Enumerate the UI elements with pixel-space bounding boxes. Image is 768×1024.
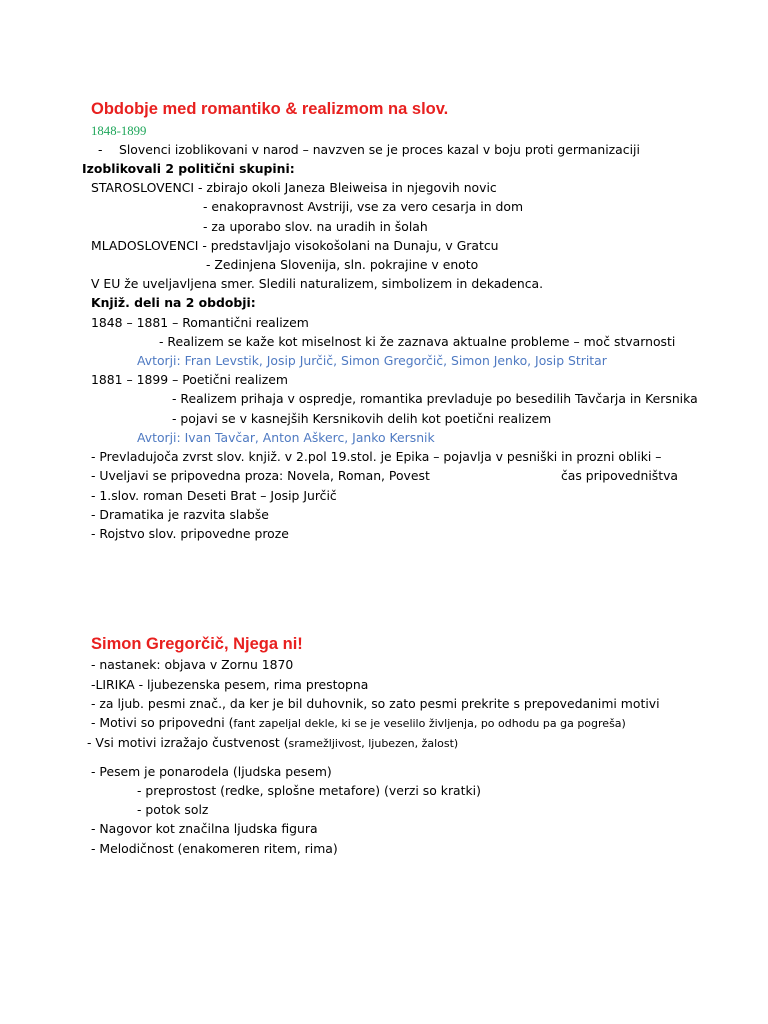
period2-authors: Avtorji: Ivan Tavčar, Anton Aškerc, Janko Kersnik [137,430,435,445]
periods-heading: Knjiž. deli na 2 obdobji: [91,295,256,310]
bullet: - Dramatika je razvita slabše [91,507,269,522]
period2-point: - Realizem prihaja v ospredje, romantika prevladuje po besedilih Tavčarja in Kersnika [172,391,698,406]
period-dates: 1848-1899 [91,124,147,138]
sub-point: - potok solz [137,802,209,817]
section1-title: Obdobje med romantiko & realizmom na slov. [91,100,449,118]
poem-line: - nastanek: objava v Zornu 1870 [91,657,294,672]
period1-authors: Avtorji: Fran Levstik, Josip Jurčič, Simon Gregorčič, Simon Jenko, Josip Stritar [137,353,607,368]
intro-dash: - [98,142,103,157]
final-line: - Nagovor kot značilna ljudska figura [91,821,318,836]
sub-point: - preprostost (redke, splošne metafore) (verzi so kratki) [137,783,481,798]
poem-line: -LIRIKA - ljubezenska pesem, rima prestopna [91,677,369,692]
staroslovenci-point: - enakopravnost Avstriji, vse za vero cesarja in dom [203,199,524,214]
staroslovenci-line: STAROSLOVENCI - zbirajo okoli Janeza Bleiweisa in njegovih novic [91,180,497,195]
bullet: - Prevladujoča zvrst slov. knjiž. v 2.pol 19.stol. je Epika – pojavlja v pesniški in prozni obliki – [91,449,662,464]
motivi-line [91,715,626,732]
mladoslovenci-point: - Zedinjena Slovenija, sln. pokrajine v enoto [206,257,479,272]
bullet: - 1.slov. roman Deseti Brat – Josip Jurčič [91,488,337,503]
bullet-tail: čas pripovedništva [561,468,679,483]
period1-title: 1848 – 1881 – Romantični realizem [91,315,309,330]
custva-detail: sramežljivost, ljubezen, žalost) [288,737,459,750]
custva-line [87,735,458,752]
period2-title: 1881 – 1899 – Poetični realizem [91,372,288,387]
motivi-main: - Motivi so pripovedni ( [91,715,234,730]
bullet: - Rojstvo slov. pripovedne proze [91,526,289,541]
period1-point: - Realizem se kaže kot miselnost ki že zaznava aktualne probleme – moč stvarnosti [159,334,676,349]
bullet: - Uveljavi se pripovedna proza: Novela, Roman, Povest [91,468,430,483]
staroslovenci-point: - za uporabo slov. na uradih in šolah [203,219,428,234]
eu-line: V EU že uveljavljena smer. Sledili naturalizem, simbolizem in dekadenca. [91,276,544,291]
final-line: - Melodičnost (enakomeren ritem, rima) [91,841,338,856]
poem-line: - za ljub. pesmi znač., da ker je bil duhovnik, so zato pesmi prekrite s prepovedanimi motivi [91,696,660,711]
period2-point: - pojavi se v kasnejših Kersnikovih delih kot poetični realizem [172,411,552,426]
subheading-political-groups: Izoblikovali 2 politični skupini: [82,161,295,176]
ponarodela-line: - Pesem je ponarodela (ljudska pesem) [91,764,332,779]
motivi-detail: fant zapeljal dekle, ki se je veselilo življenja, po odhodu pa ga pogreša) [233,717,626,730]
section2-title: Simon Gregorčič, Njega ni! [91,635,303,653]
mladoslovenci-line: MLADOSLOVENCI - predstavljajo visokošolani na Dunaju, v Gratcu [91,238,499,253]
intro-text: Slovenci izoblikovani v narod – navzven se je proces kazal v boju proti germanizaciji [119,142,640,157]
custva-main: - Vsi motivi izražajo čustvenost ( [87,735,289,750]
